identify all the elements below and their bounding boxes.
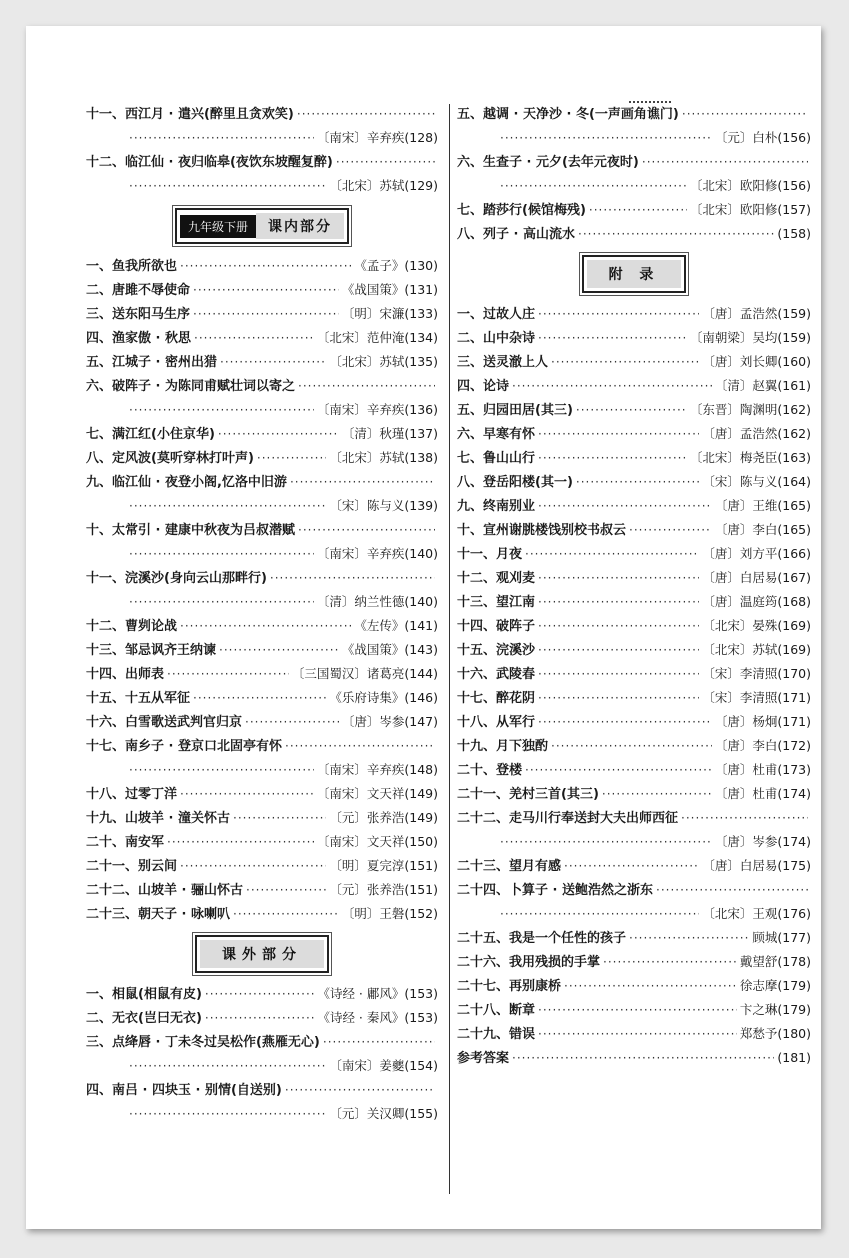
entry-author-page: 〔唐〕杨炯(171) (714, 714, 811, 729)
entry-title: 八、定风波(莫听穿林打叶声) (86, 451, 254, 466)
leader-dots (538, 1022, 737, 1046)
toc-entry[interactable] (457, 326, 811, 350)
entry-title: 二十一、羌村三首(其三) (457, 787, 599, 802)
entry-title: 二十三、望月有感 (457, 859, 562, 874)
leader-dots (656, 878, 808, 902)
entry-title: 二十四、卜算子 · 送鲍浩然之浙东 (457, 883, 653, 898)
leader-dots (245, 710, 339, 734)
entry-title: 十八、从军行 (457, 715, 536, 730)
leader-dots (219, 638, 339, 662)
right-column (457, 102, 811, 1070)
toc-entry[interactable] (86, 710, 438, 734)
toc-entry[interactable] (457, 398, 811, 422)
entry-title: 十二、曹刿论战 (86, 619, 178, 634)
toc-entry[interactable] (457, 662, 811, 686)
entry-author-page: 〔南朝梁〕吴均(159) (689, 330, 811, 345)
entry-title: 十四、破阵子 (457, 619, 536, 634)
toc-entry[interactable] (457, 758, 811, 782)
leader-dots (538, 422, 699, 446)
entry-title: 十、宣州谢朓楼饯别校书叔云 (457, 523, 627, 538)
entry-author-page: 〔南宋〕文天祥(149) (316, 786, 438, 801)
entry-title: 四、南吕 · 四块玉 · 别情(自送别) (86, 1083, 282, 1098)
left-group-3 (86, 982, 438, 1126)
leader-dots (180, 854, 326, 878)
entry-author-page: 〔唐〕刘方平(166) (702, 546, 811, 561)
entry-title: 三、点绛唇 · 丁未冬过吴松作(燕雁无心) (86, 1035, 320, 1050)
toc-entry[interactable] (86, 878, 438, 902)
entry-title: 十九、月下独酌 (457, 739, 549, 754)
entry-title: 二、无衣(岂曰无衣) (86, 1011, 202, 1026)
banner-label: 附 录 (587, 260, 682, 288)
toc-entry[interactable] (457, 470, 811, 494)
leader-dots (500, 126, 712, 150)
toc-entry[interactable] (86, 374, 438, 422)
entry-author-page: 戴望舒(178) (739, 954, 811, 969)
leader-dots (194, 326, 314, 350)
leader-dots (538, 494, 712, 518)
toc-entry[interactable] (86, 806, 438, 830)
entry-title: 二十二、山坡羊 · 骊山怀古 (86, 883, 243, 898)
entry-title: 十六、武陵春 (457, 667, 536, 682)
leader-dots (564, 974, 737, 998)
entry-author-page: 〔北宋〕晏殊(169) (702, 618, 811, 633)
entry-author-page: 〔唐〕岑参(147) (341, 714, 438, 729)
leader-dots (246, 878, 326, 902)
entry-title: 四、论诗 (457, 379, 510, 394)
leader-dots (538, 590, 699, 614)
toc-entry[interactable] (457, 198, 811, 222)
toc-entry[interactable] (457, 150, 811, 198)
entry-author-page: 〔南宋〕辛弃疾(148) (316, 762, 438, 777)
leader-dots (538, 638, 699, 662)
toc-entry[interactable] (457, 566, 811, 590)
entry-title: 三、送东阳马生序 (86, 307, 191, 322)
leader-dots (564, 854, 699, 878)
entry-author-page: 〔唐〕李白(172) (714, 738, 811, 753)
entry-author-page: 〔清〕赵翼(161) (714, 378, 811, 393)
toc-entry[interactable] (457, 422, 811, 446)
leader-dots (129, 494, 326, 518)
toc-entry[interactable] (86, 662, 438, 686)
toc-entry[interactable] (86, 470, 438, 518)
entry-title: 八、列子 · 高山流水 (457, 227, 575, 242)
entry-title: 十六、白雪歌送武判官归京 (86, 715, 243, 730)
entry-author-page: 〔唐〕王维(165) (714, 498, 811, 513)
entry-title: 六、破阵子 · 为陈同甫赋壮词以寄之 (86, 379, 295, 394)
left-group-1 (86, 102, 438, 198)
leader-dots (285, 1078, 435, 1102)
toc-entry[interactable] (457, 1046, 811, 1070)
column-divider (449, 104, 450, 1194)
leader-dots (129, 1054, 326, 1078)
entry-author-page: 〔元〕张养浩(151) (329, 882, 438, 897)
toc-entry[interactable] (86, 782, 438, 806)
right-group-2 (457, 302, 811, 1070)
leader-dots (538, 662, 699, 686)
leader-dots (270, 566, 435, 590)
left-column (86, 102, 438, 1126)
leader-dots (180, 254, 351, 278)
leader-dots (538, 686, 699, 710)
banner-tag: 九年级下册 (180, 215, 256, 238)
toc-entry[interactable] (457, 950, 811, 974)
entry-title: 七、鲁山山行 (457, 451, 536, 466)
toc-entry[interactable] (457, 638, 811, 662)
leader-dots (500, 174, 687, 198)
entry-title: 六、早寒有怀 (457, 427, 536, 442)
entry-title: 二十八、断章 (457, 1003, 536, 1018)
entry-title: 二十一、别云间 (86, 859, 178, 874)
leader-dots (129, 126, 314, 150)
toc-entry[interactable] (86, 982, 438, 1006)
entry-author-page: 〔元〕张养浩(149) (329, 810, 438, 825)
entry-title: 九、临江仙 · 夜登小阁,忆洛中旧游 (86, 475, 287, 490)
left-group-2 (86, 254, 438, 926)
leader-dots (298, 374, 435, 398)
entry-author-page: 《乐府诗集》(146) (329, 690, 438, 705)
leader-dots (180, 782, 314, 806)
leader-dots (576, 470, 699, 494)
leader-dots (129, 590, 314, 614)
toc-entry[interactable] (86, 102, 438, 150)
toc-entry[interactable] (457, 302, 811, 326)
entry-title: 八、登岳阳楼(其一) (457, 475, 573, 490)
leader-dots (589, 198, 687, 222)
entry-title: 二十六、我用残损的手掌 (457, 955, 601, 970)
toc-entry[interactable] (457, 974, 811, 998)
toc-entry[interactable] (86, 638, 438, 662)
entry-author-page: 〔南宋〕文天祥(150) (316, 834, 438, 849)
leader-dots (551, 734, 712, 758)
entry-author-page: (181) (777, 1050, 811, 1065)
leader-dots (538, 326, 687, 350)
toc-entry[interactable] (457, 878, 811, 926)
entry-title: 二十、南安军 (86, 835, 165, 850)
entry-title: 五、越调 · 天净沙 · 冬(一声画角谯门) (457, 107, 679, 122)
entry-author-page: (158) (777, 226, 811, 241)
entry-author-page: 顾城(177) (752, 930, 811, 945)
leader-dots (512, 1046, 774, 1070)
leader-dots (205, 1006, 315, 1030)
leader-dots (538, 302, 699, 326)
entry-author-page: 〔北宋〕苏轼(129) (329, 178, 438, 193)
leader-dots (193, 302, 339, 326)
toc-entry[interactable] (86, 854, 438, 878)
leader-dots (578, 222, 774, 246)
entry-title: 十八、过零丁洋 (86, 787, 178, 802)
entry-author-page: 〔东晋〕陶渊明(162) (689, 402, 811, 417)
toc-entry[interactable] (86, 422, 438, 446)
leader-dots (512, 374, 712, 398)
entry-title: 二十九、错误 (457, 1027, 536, 1042)
entry-title: 二十七、再别康桥 (457, 979, 562, 994)
entry-author-page: 〔唐〕白居易(167) (702, 570, 811, 585)
toc-entry[interactable] (86, 1006, 438, 1030)
entry-author-page: 〔宋〕陈与义(139) (329, 498, 438, 513)
leader-dots (336, 150, 435, 174)
entry-author-page: 〔清〕秋瑾(137) (341, 426, 438, 441)
leader-dots (193, 278, 339, 302)
right-group-1 (457, 102, 811, 246)
entry-author-page: 徐志摩(179) (739, 978, 811, 993)
entry-title: 十九、山坡羊 · 潼关怀古 (86, 811, 230, 826)
toc-entry[interactable] (457, 1022, 811, 1046)
entry-title: 十一、西江月 · 遣兴(醉里且贪欢笑) (86, 107, 294, 122)
entry-author-page: 〔唐〕李白(165) (714, 522, 811, 537)
leader-dots (193, 686, 326, 710)
leader-dots (298, 518, 435, 542)
leader-dots (629, 926, 749, 950)
entry-title: 十一、浣溪沙(身向云山那畔行) (86, 571, 267, 586)
entry-title: 五、江城子 · 密州出猎 (86, 355, 217, 370)
entry-author-page: 〔宋〕李清照(170) (702, 666, 811, 681)
entry-title: 十五、浣溪沙 (457, 643, 536, 658)
toc-entry[interactable] (457, 926, 811, 950)
leader-dots (167, 830, 314, 854)
toc-entry[interactable] (457, 374, 811, 398)
entry-author-page: 〔北宋〕苏轼(135) (329, 354, 438, 369)
leader-dots (603, 950, 737, 974)
toc-entry[interactable] (86, 446, 438, 470)
entry-author-page: 〔明〕夏完淳(151) (329, 858, 438, 873)
leader-dots (129, 398, 314, 422)
entry-author-page: 〔南宋〕姜夔(154) (329, 1058, 438, 1073)
banner-extracurricular (86, 926, 438, 982)
toc-entry[interactable] (457, 806, 811, 854)
entry-author-page: 《诗经 · 秦风》(153) (317, 1010, 438, 1025)
banner-label: 课内部分 (256, 213, 344, 239)
toc-entry[interactable] (86, 566, 438, 614)
entry-author-page: 《战国策》(131) (341, 282, 438, 297)
banner-grade9-in-class (86, 198, 438, 254)
entry-author-page: 〔南宋〕辛弃疾(140) (316, 546, 438, 561)
leader-dots (180, 614, 351, 638)
entry-title: 十四、出师表 (86, 667, 165, 682)
toc-entry[interactable] (86, 902, 438, 926)
entry-author-page: 〔北宋〕王观(176) (702, 906, 811, 921)
entry-author-page: 〔唐〕孟浩然(159) (702, 306, 811, 321)
entry-title: 十三、邹忌讽齐王纳谏 (86, 643, 217, 658)
entry-author-page: 〔唐〕刘长卿(160) (702, 354, 811, 369)
entry-author-page: 〔唐〕白居易(175) (702, 858, 811, 873)
book-page (26, 26, 821, 1229)
entry-author-page: 〔明〕王磐(152) (341, 906, 438, 921)
entry-title: 二十二、走马川行奉送封大夫出师西征 (457, 811, 679, 826)
entry-author-page: 〔唐〕孟浩然(162) (702, 426, 811, 441)
leader-dots (538, 710, 712, 734)
toc-entry[interactable] (86, 518, 438, 566)
entry-author-page: 〔南宋〕辛弃疾(136) (316, 402, 438, 417)
entry-author-page: 《左传》(141) (354, 618, 438, 633)
toc-entry[interactable] (86, 734, 438, 782)
leader-dots (525, 542, 699, 566)
toc-entry[interactable] (457, 102, 811, 150)
entry-title: 六、生查子 · 元夕(去年元夜时) (457, 155, 639, 170)
entry-author-page: 〔北宋〕欧阳修(156) (689, 178, 811, 193)
leader-dots (233, 806, 326, 830)
entry-author-page: 〔元〕关汉卿(155) (329, 1106, 438, 1121)
toc-entry[interactable] (86, 830, 438, 854)
leader-dots (129, 758, 314, 782)
leader-dots (538, 446, 687, 470)
leader-dots (500, 902, 699, 926)
entry-author-page: 〔北宋〕苏轼(138) (329, 450, 438, 465)
leader-dots (500, 830, 712, 854)
toc-entry[interactable] (457, 710, 811, 734)
entry-author-page: 〔宋〕李清照(171) (702, 690, 811, 705)
entry-author-page: 〔唐〕温庭筠(168) (702, 594, 811, 609)
leader-dots (681, 806, 808, 830)
entry-author-page: 〔北宋〕欧阳修(157) (689, 202, 811, 217)
entry-author-page: 〔元〕白朴(156) (714, 130, 811, 145)
entry-title: 二、唐雎不辱使命 (86, 283, 191, 298)
entry-title: 二十、登楼 (457, 763, 523, 778)
leader-dots (551, 350, 699, 374)
entry-author-page: 〔三国蜀汉〕诸葛亮(144) (291, 666, 438, 681)
banner-label: 课外部分 (200, 940, 324, 968)
leader-dots (220, 350, 326, 374)
entry-title: 十二、临江仙 · 夜归临皋(夜饮东坡醒复醉) (86, 155, 333, 170)
toc-entry[interactable] (86, 686, 438, 710)
entry-author-page: 〔清〕纳兰性德(140) (316, 594, 438, 609)
entry-author-page: 〔北宋〕范仲淹(134) (316, 330, 438, 345)
toc-entry[interactable] (457, 350, 811, 374)
leader-dots (642, 150, 808, 174)
entry-title: 十二、观刈麦 (457, 571, 536, 586)
entry-title: 五、归园田居(其三) (457, 403, 573, 418)
entry-author-page: 卞之琳(179) (739, 1002, 811, 1017)
toc-entry[interactable] (86, 326, 438, 350)
leader-dots (257, 446, 326, 470)
toc-entry[interactable] (457, 494, 811, 518)
toc-entry[interactable] (457, 222, 811, 246)
leader-dots (297, 102, 435, 126)
leader-dots (129, 1102, 326, 1126)
entry-author-page: 〔北宋〕苏轼(169) (702, 642, 811, 657)
entry-author-page: 《战国策》(143) (341, 642, 438, 657)
toc-entry[interactable] (457, 998, 811, 1022)
entry-title: 十七、南乡子 · 登京口北固亭有怀 (86, 739, 282, 754)
entry-author-page: 〔唐〕岑参(174) (714, 834, 811, 849)
entry-title: 一、鱼我所欲也 (86, 259, 178, 274)
toc-entry[interactable] (457, 614, 811, 638)
toc-entry[interactable] (457, 542, 811, 566)
entry-title: 二十五、我是一个任性的孩子 (457, 931, 627, 946)
entry-author-page: 《诗经 · 鄘风》(153) (317, 986, 438, 1001)
leader-dots (538, 566, 699, 590)
leader-dots (576, 398, 687, 422)
leader-dots (218, 422, 339, 446)
entry-title: 一、相鼠(相鼠有皮) (86, 987, 202, 1002)
leader-dots (167, 662, 289, 686)
entry-author-page: 〔宋〕陈与义(164) (702, 474, 811, 489)
entry-title: 十七、醉花阴 (457, 691, 536, 706)
leader-dots (129, 542, 314, 566)
entry-title: 十、太常引 · 建康中秋夜为吕叔潜赋 (86, 523, 295, 538)
entry-author-page: 郑愁予(180) (739, 1026, 811, 1041)
banner-appendix (457, 246, 811, 302)
entry-title: 七、满江红(小住京华) (86, 427, 215, 442)
leader-dots (323, 1030, 435, 1054)
toc-entry[interactable] (457, 782, 811, 806)
toc-entry[interactable] (457, 590, 811, 614)
toc-entry[interactable] (86, 278, 438, 302)
entry-author-page: 《孟子》(130) (354, 258, 438, 273)
toc-entry[interactable] (86, 1078, 438, 1126)
entry-title: 二、山中杂诗 (457, 331, 536, 346)
entry-title: 参考答案 (457, 1051, 510, 1066)
entry-title: 十一、月夜 (457, 547, 523, 562)
entry-title: 一、过故人庄 (457, 307, 536, 322)
leader-dots (205, 982, 315, 1006)
leader-dots (525, 758, 712, 782)
toc-entry[interactable] (86, 1030, 438, 1078)
entry-author-page: 〔唐〕杜甫(173) (714, 762, 811, 777)
entry-title: 九、终南别业 (457, 499, 536, 514)
toc-entry[interactable] (86, 302, 438, 326)
leader-dots (285, 734, 435, 758)
leader-dots (538, 998, 737, 1022)
entry-title: 十三、望江南 (457, 595, 536, 610)
entry-title: 七、踏莎行(候馆梅残) (457, 203, 586, 218)
toc-entry[interactable] (86, 254, 438, 278)
entry-author-page: 〔南宋〕辛弃疾(128) (316, 130, 438, 145)
leader-dots (538, 614, 699, 638)
toc-entry[interactable] (86, 614, 438, 638)
entry-author-page: 〔明〕宋濂(133) (341, 306, 438, 321)
entry-author-page: 〔北宋〕梅尧臣(163) (689, 450, 811, 465)
leader-dots (233, 902, 339, 926)
entry-title: 十五、十五从军征 (86, 691, 191, 706)
toc-entry[interactable] (457, 854, 811, 878)
toc-entry[interactable] (86, 150, 438, 198)
leader-dots (290, 470, 435, 494)
leader-dots (629, 518, 712, 542)
entry-author-page: 〔唐〕杜甫(174) (714, 786, 811, 801)
toc-entry[interactable] (86, 350, 438, 374)
leader-dots (129, 174, 326, 198)
entry-title: 四、渔家傲 · 秋思 (86, 331, 191, 346)
leader-dots (682, 102, 808, 126)
toc-entry[interactable] (457, 734, 811, 758)
entry-title: 三、送灵澈上人 (457, 355, 549, 370)
toc-entry[interactable] (457, 686, 811, 710)
toc-entry[interactable] (457, 446, 811, 470)
entry-title: 二十三、朝天子 · 咏喇叭 (86, 907, 230, 922)
toc-entry[interactable] (457, 518, 811, 542)
leader-dots (602, 782, 712, 806)
